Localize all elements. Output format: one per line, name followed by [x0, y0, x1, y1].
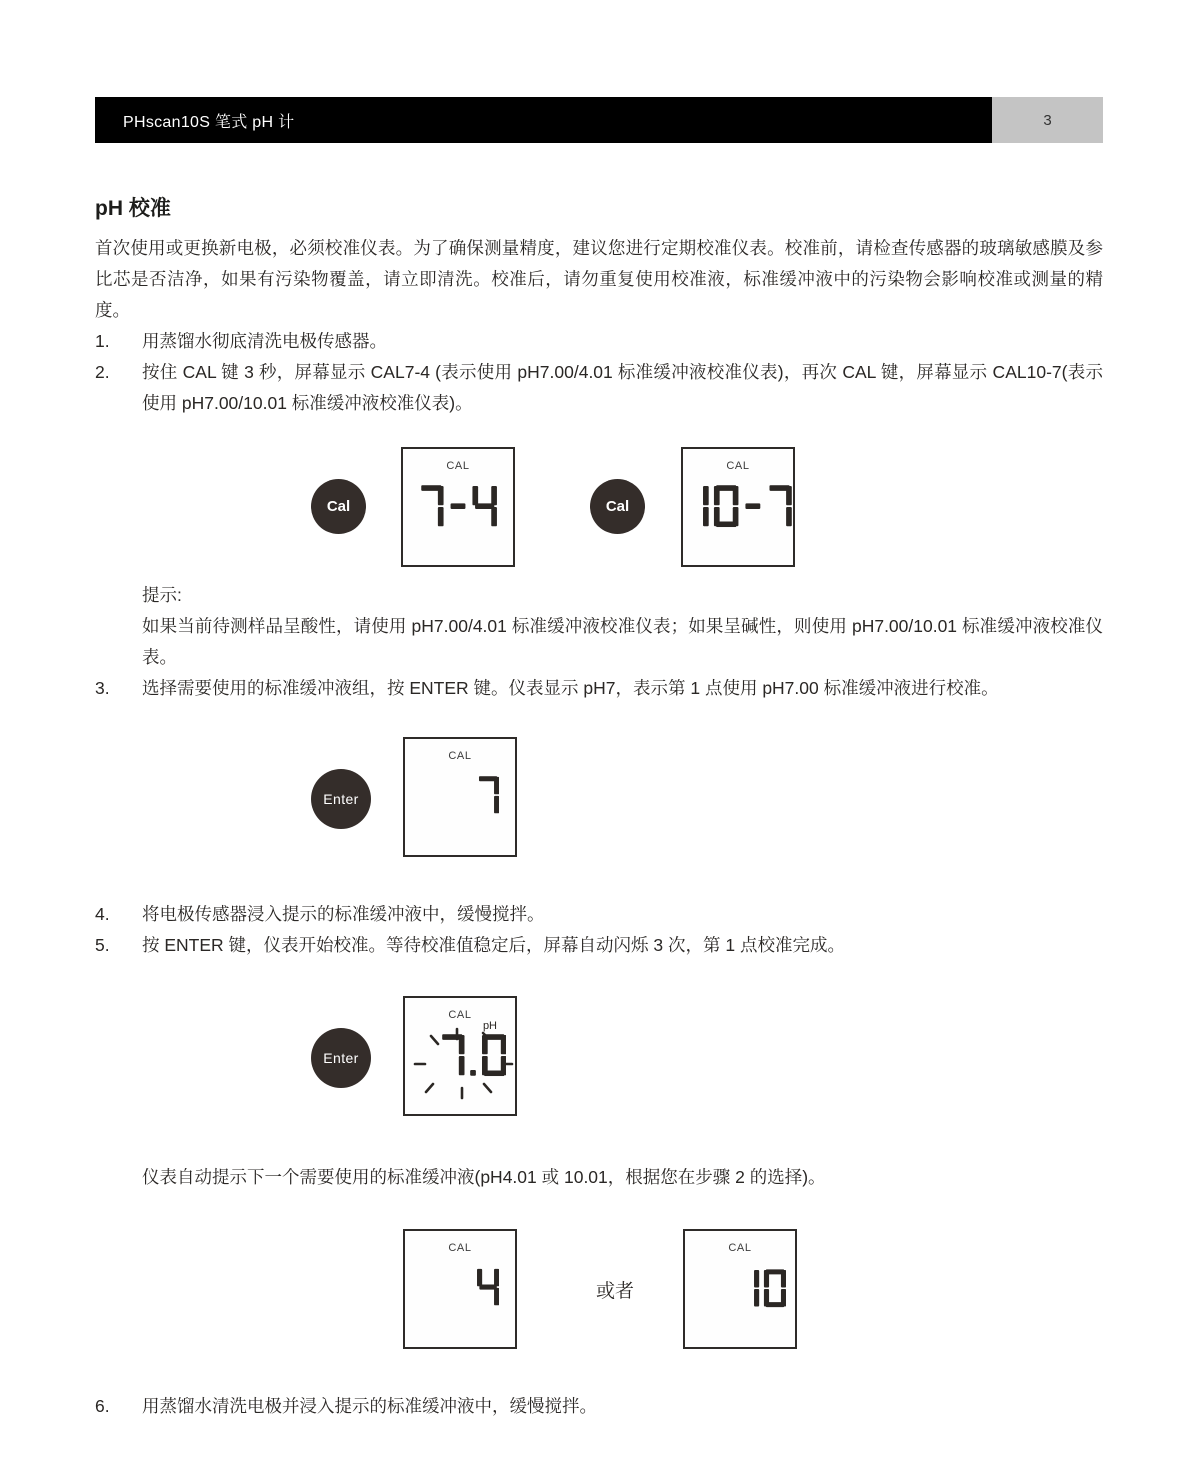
cal-indicator: CAL [448, 1009, 472, 1021]
step-number: 6. [95, 1396, 110, 1416]
step-number: 1. [95, 331, 110, 351]
cal-indicator: CAL [446, 460, 470, 472]
lcd-display-4 [403, 1229, 517, 1349]
step-number: 2. [95, 362, 110, 382]
lcd-display-7-4 [401, 447, 515, 567]
intro-paragraph: 首次使用或更换新电极，必须校准仪表。为了确保测量精度，建议您进行定期校准仪表。校准前，请检查传感器的玻璃敏感膜及参比芯是否洁净，如果有污染物覆盖，请立即清洗。校准后，请勿重复使用校准液，标准缓冲液中的污染物会影响校准或测量的精度。 [95, 238, 1103, 320]
segment-digits [737, 1269, 786, 1307]
cal-button-illustration [590, 479, 645, 534]
step-text: 按 ENTER 键，仪表开始校准。等待校准值稳定后，屏幕自动闪烁 3 次，第 1 点校准完成。 [142, 935, 845, 955]
header-title-bar [95, 97, 992, 143]
lcd-display-10 [683, 1229, 797, 1349]
segment-digits [440, 1034, 507, 1076]
step-number: 4. [95, 904, 110, 924]
segment-digits [477, 776, 499, 814]
cal-button-label: Cal [326, 498, 351, 515]
step-text: 用蒸馏水清洗电极并浸入提示的标准缓冲液中，缓慢搅拌。 [142, 1396, 597, 1416]
segment-digits [477, 1268, 499, 1306]
cal-indicator: CAL [728, 1242, 752, 1254]
page-number: 3 [1043, 111, 1052, 129]
cal-indicator: CAL [726, 460, 750, 472]
enter-button-illustration [311, 769, 371, 829]
list-item [95, 930, 1103, 961]
note-paragraph: 仪表自动提示下一个需要使用的标准缓冲液(pH4.01 或 10.01，根据您在步骤 2 的选择)。 [142, 1167, 826, 1187]
section-title: pH 校准 [95, 197, 171, 220]
figure-next-buffer [95, 1229, 1103, 1349]
tip-text: 如果当前待测样品呈酸性，请使用 pH7.00/4.01 标准缓冲液校准仪表；如果呈碱性，则使用 pH7.00/10.01 标准缓冲液校准仪表。 [142, 616, 1103, 667]
cal-button-illustration [311, 479, 366, 534]
lcd-display-10-7 [681, 447, 795, 567]
lcd-display-7-0-flashing [403, 996, 517, 1116]
step-number: 5. [95, 935, 110, 955]
step-number: 3. [95, 678, 110, 698]
cal-indicator: CAL [448, 750, 472, 762]
figure-cal-selection [95, 447, 1103, 567]
list-item [95, 326, 1103, 357]
figure-enter-ph7 [95, 737, 1103, 857]
step-text: 选择需要使用的标准缓冲液组，按 ENTER 键。仪表显示 pH7，表示第 1 点使用 pH7.00 标准缓冲液进行校准。 [142, 678, 999, 698]
figure-enter-calibrating [95, 996, 1103, 1116]
segment-digits [684, 485, 792, 527]
enter-button-label: Enter [323, 791, 359, 807]
page-header [95, 97, 1103, 143]
step-text: 按住 CAL 键 3 秒，屏幕显示 CAL7-4 (表示使用 pH7.00/4.01 标准缓冲液校准仪表)，再次 CAL 键，屏幕显示 CAL10-7(表示使用 pH7.00/10.01 标准缓冲液校准仪表)。 [142, 362, 1103, 413]
enter-button-label: Enter [323, 1050, 359, 1066]
list-item [95, 357, 1103, 419]
steps-list [95, 326, 1103, 419]
step-text: 将电极传感器浸入提示的标准缓冲液中，缓慢搅拌。 [142, 904, 545, 924]
page-number-box [992, 97, 1103, 143]
tip-label: 提示: [142, 585, 182, 605]
list-item [95, 899, 1103, 930]
enter-button-illustration [311, 1028, 371, 1088]
steps-list [95, 899, 1103, 961]
tip-block [142, 580, 1103, 673]
step-text: 用蒸馏水彻底清洗电极传感器。 [142, 331, 387, 351]
list-item [95, 1391, 1103, 1422]
cal-indicator: CAL [448, 1242, 472, 1254]
lcd-display-7 [403, 737, 517, 857]
list-item [95, 673, 1103, 704]
ph-unit-label: pH [482, 1020, 497, 1032]
document-title: PHscan10S 笔式 pH 计 [123, 113, 295, 131]
page-content [95, 192, 1103, 1422]
cal-button-label: Cal [605, 498, 630, 515]
or-label: 或者 [595, 1281, 634, 1302]
segment-digits [419, 485, 497, 527]
